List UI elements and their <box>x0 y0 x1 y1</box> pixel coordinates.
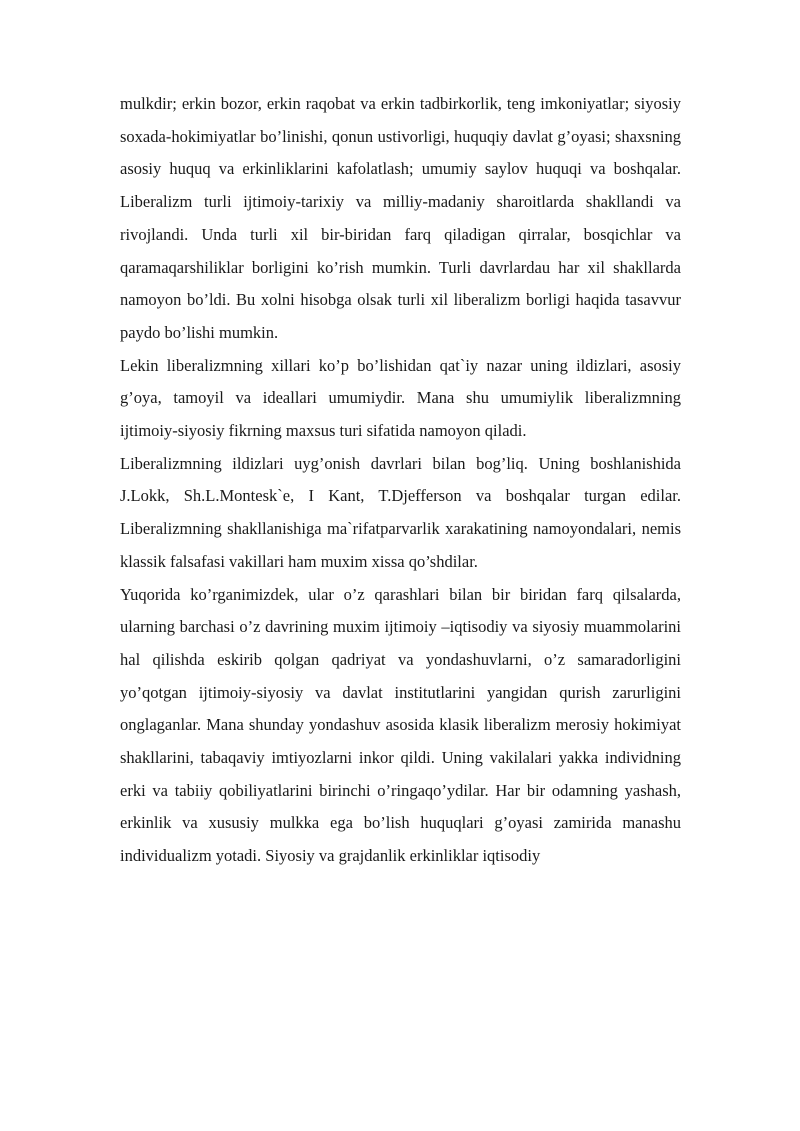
document-page <box>120 88 681 873</box>
paragraph-2: Lekin liberalizmning xillari ko’p bo’lishidan qat`iy nazar uning ildizlari, asosiy g’oya, tamoyil va ideallari umumiydir. Mana shu umumiylik liberalizmning ijtimoiy-siyosiy fikrning maxsus turi sifatida namoyon qiladi. <box>120 355 681 441</box>
paragraph-4: Yuqorida ko’rganimizdek, ular o’z qarashlari bilan bir biridan farq qilsalarda, ularning barchasi o’z davrining muxim ijtimoiy –iqtisodiy va siyosiy muammolarini hal qilishda eskirib qolgan qadriyat va yondashuvlarni, o’z samaradorligini yo’qotgan ijtimoiy-siyosiy va davlat institutlarini yangidan qurish zarurligini onglaganlar. Mana shunday yondashuv asosida klasik liberalizm merosiy hokimiyat shakllarini, tabaqaviy imtiyozlarni inkor qildi. Uning vakilalari yakka individning erki va tabiiy qobiliyatlarini birinchi o’ringaqo’ydilar. Har bir odamning yashash, erkinlik va xususiy mulkka ega bo’lish huquqlari g’oyasi zamirida manashu individualizm yotadi. Siyosiy va grajdanlik erkinliklar iqtisodiy <box>120 584 681 866</box>
paragraph-1: mulkdir; erkin bozor, erkin raqobat va erkin tadbirkorlik, teng imkoniyatlar; siyosiy soxada-hokimiyatlar bo’linishi, qonun ustivorligi, huquqiy davlat g’oyasi; shaxsning asosiy huquq va erkinliklarini kafolatlash; umumiy saylov huquqi va boshqalar. Liberalizm turli ijtimoiy-tarixiy va milliy-madaniy sharoitlarda shakllandi va rivojlandi. Unda turli xil bir-biridan farq qiladigan qirralar, bosqichlar va qaramaqarshiliklar borligini ko’rish mumkin. Turli davrlardau har xil shakllarda namoyon bo’ldi. Bu xolni hisobga olsak turli xil liberalizm borligi haqida tasavvur paydo bo’lishi mumkin. <box>120 94 681 342</box>
paragraph-3: Liberalizmning ildizlari uyg’onish davrlari bilan bog’liq. Uning boshlanishida J.Lokk, Sh.L.Montesk`e, I Kant, T.Djefferson va boshqalar turgan edilar. Liberalizmning shakllanishiga ma`rifatparvarlik xarakatining namoyondalari, nemis klassik falsafasi vakillari ham muxim xissa qo’shdilar. <box>120 453 681 571</box>
